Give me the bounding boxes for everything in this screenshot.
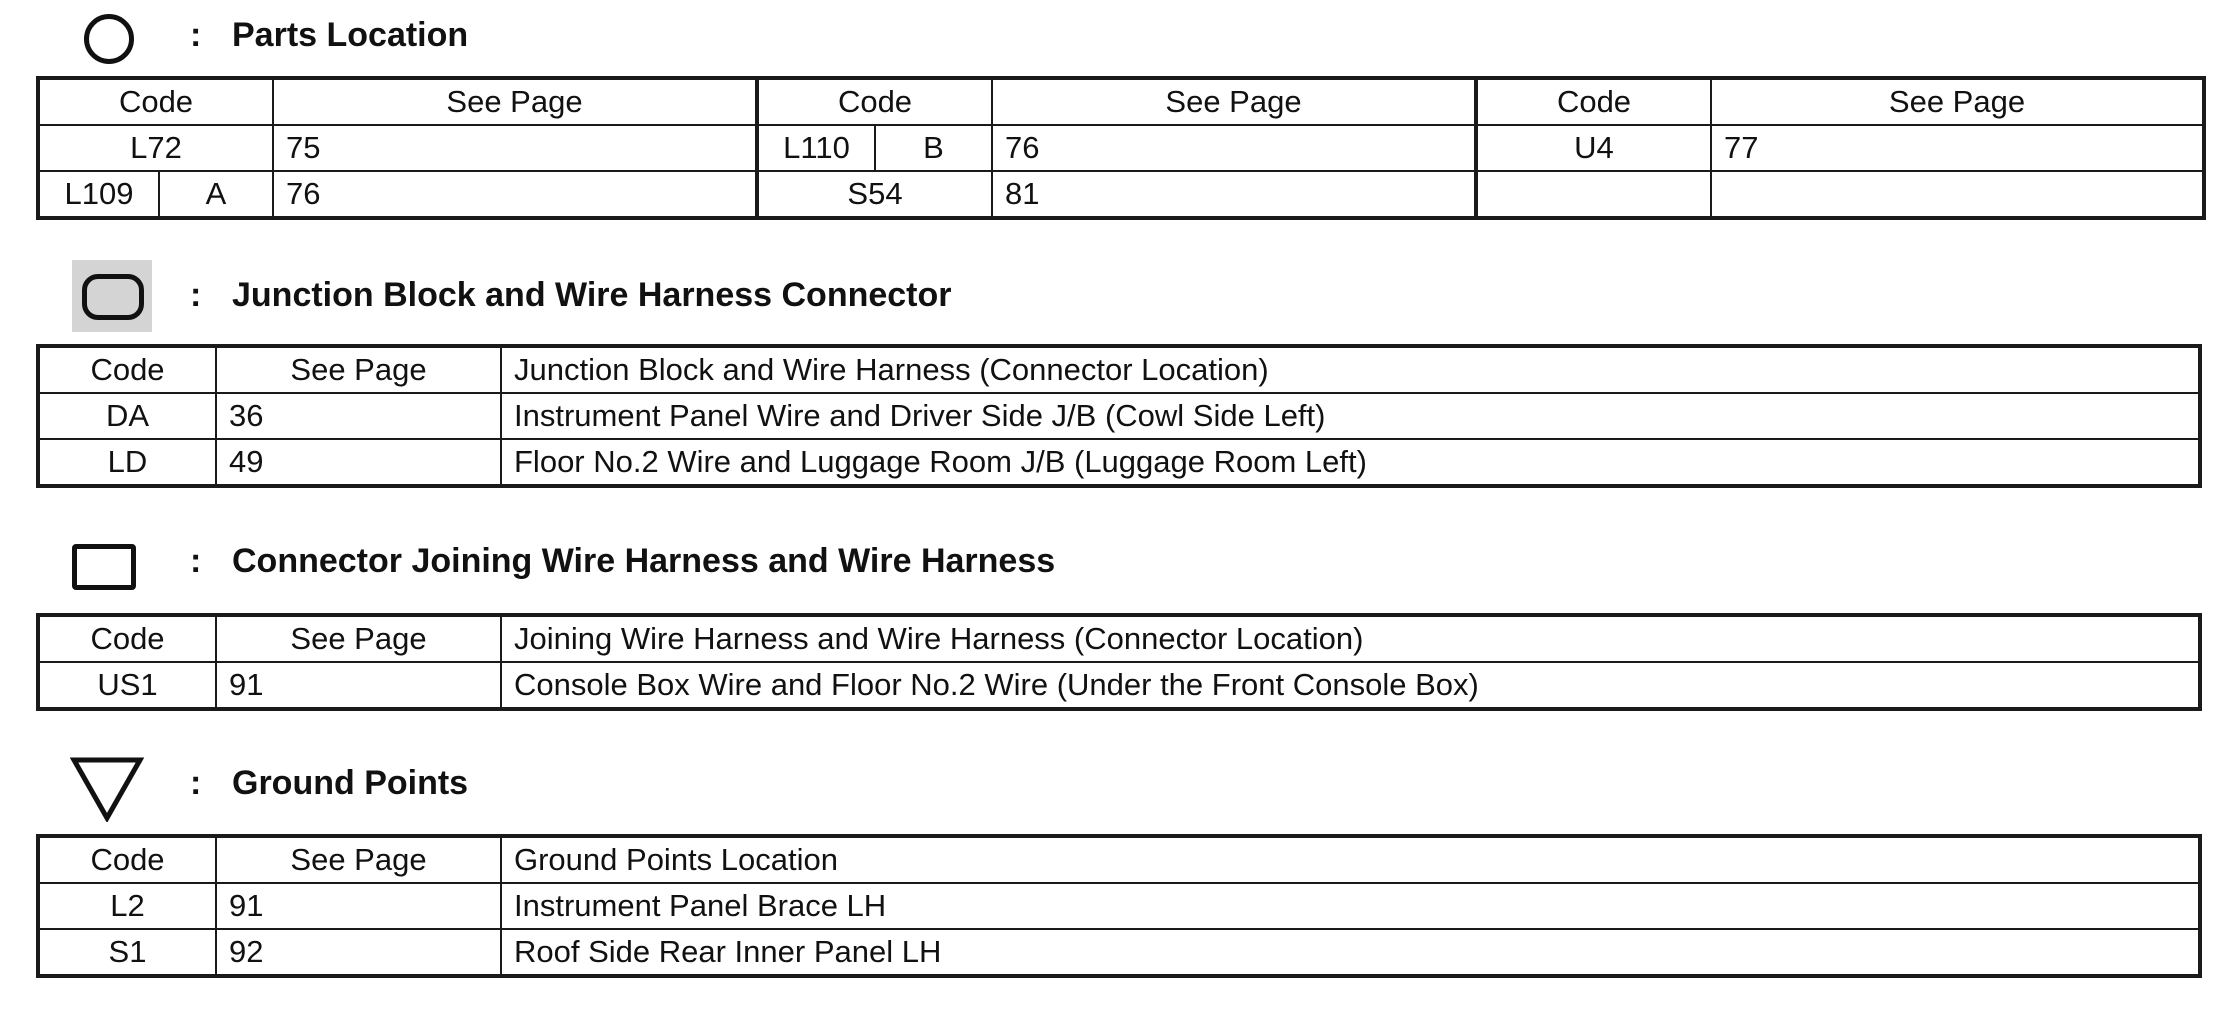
code-suffix: B bbox=[923, 130, 944, 165]
code-cell: S1 bbox=[38, 929, 216, 976]
connector-joining-heading bbox=[0, 540, 1400, 600]
header-code: Code bbox=[1476, 78, 1711, 125]
table-header-row bbox=[38, 78, 2204, 125]
header-location: Joining Wire Harness and Wire Harness (Connector Location) bbox=[501, 615, 2200, 662]
code-cell: DA bbox=[38, 393, 216, 439]
heading-colon: : bbox=[190, 542, 202, 580]
ground-points-table bbox=[36, 834, 2202, 978]
code-cell bbox=[1476, 171, 1711, 218]
table-row bbox=[38, 662, 2200, 709]
header-see-page: See Page bbox=[216, 836, 501, 883]
junction-block-table bbox=[36, 344, 2202, 488]
ground-points-title: Ground Points bbox=[232, 764, 469, 802]
table-row bbox=[38, 171, 2204, 218]
page-cell bbox=[1711, 171, 2204, 218]
heading-colon: : bbox=[190, 764, 202, 802]
header-code: Code bbox=[38, 346, 216, 393]
code-cell-split bbox=[757, 125, 992, 171]
description-cell: Instrument Panel Wire and Driver Side J/B (Cowl Side Left) bbox=[501, 393, 2200, 439]
page-cell: 49 bbox=[216, 439, 501, 486]
table-header-row bbox=[38, 346, 2200, 393]
page-cell: 75 bbox=[273, 125, 757, 171]
table-row bbox=[38, 439, 2200, 486]
circle-icon bbox=[84, 14, 134, 64]
page-cell: 81 bbox=[992, 171, 1476, 218]
header-location: Junction Block and Wire Harness (Connector Location) bbox=[501, 346, 2200, 393]
code-suffix: A bbox=[205, 176, 227, 211]
code-cell: S54 bbox=[757, 171, 992, 218]
rectangle-icon bbox=[72, 544, 136, 590]
triangle-down-icon bbox=[70, 756, 144, 822]
code-cell: U4 bbox=[1476, 125, 1711, 171]
header-see-page: See Page bbox=[216, 346, 501, 393]
parts-location-heading bbox=[0, 8, 1400, 68]
description-cell: Floor No.2 Wire and Luggage Room J/B (Luggage Room Left) bbox=[501, 439, 2200, 486]
table-header-row bbox=[38, 615, 2200, 662]
table-row bbox=[38, 393, 2200, 439]
junction-block-heading bbox=[0, 260, 1400, 320]
page-cell: 77 bbox=[1711, 125, 2204, 171]
page-cell: 76 bbox=[273, 171, 757, 218]
parts-location-title: Parts Location bbox=[232, 16, 469, 54]
header-code: Code bbox=[38, 836, 216, 883]
table-row bbox=[38, 883, 2200, 929]
connector-joining-title: Connector Joining Wire Harness and Wire Harness bbox=[232, 542, 1056, 580]
header-see-page: See Page bbox=[216, 615, 501, 662]
parts-location-table bbox=[36, 76, 2206, 220]
table-row bbox=[38, 125, 2204, 171]
page-cell: 91 bbox=[216, 883, 501, 929]
code-cell: L72 bbox=[38, 125, 273, 171]
header-see-page: See Page bbox=[992, 78, 1476, 125]
connector-joining-table bbox=[36, 613, 2202, 711]
code-cell: US1 bbox=[38, 662, 216, 709]
code-cell-split bbox=[38, 171, 273, 218]
page-cell: 76 bbox=[992, 125, 1476, 171]
description-cell: Console Box Wire and Floor No.2 Wire (Under the Front Console Box) bbox=[501, 662, 2200, 709]
rounded-rect-icon bbox=[82, 274, 144, 320]
description-cell: Roof Side Rear Inner Panel LH bbox=[501, 929, 2200, 976]
header-code: Code bbox=[757, 78, 992, 125]
header-code: Code bbox=[38, 615, 216, 662]
header-code: Code bbox=[38, 78, 273, 125]
page-cell: 91 bbox=[216, 662, 501, 709]
heading-colon: : bbox=[190, 16, 202, 54]
rounded-rect-shaded-icon bbox=[72, 260, 152, 332]
code-value: L109 bbox=[40, 172, 160, 216]
code-value: L110 bbox=[759, 126, 876, 170]
table-row bbox=[38, 929, 2200, 976]
header-location: Ground Points Location bbox=[501, 836, 2200, 883]
page-cell: 36 bbox=[216, 393, 501, 439]
header-see-page: See Page bbox=[273, 78, 757, 125]
page-cell: 92 bbox=[216, 929, 501, 976]
heading-colon: : bbox=[190, 276, 202, 314]
description-cell: Instrument Panel Brace LH bbox=[501, 883, 2200, 929]
header-see-page: See Page bbox=[1711, 78, 2204, 125]
ground-points-heading bbox=[0, 756, 1400, 816]
code-cell: L2 bbox=[38, 883, 216, 929]
table-header-row bbox=[38, 836, 2200, 883]
junction-block-title: Junction Block and Wire Harness Connector bbox=[232, 276, 952, 314]
code-cell: LD bbox=[38, 439, 216, 486]
